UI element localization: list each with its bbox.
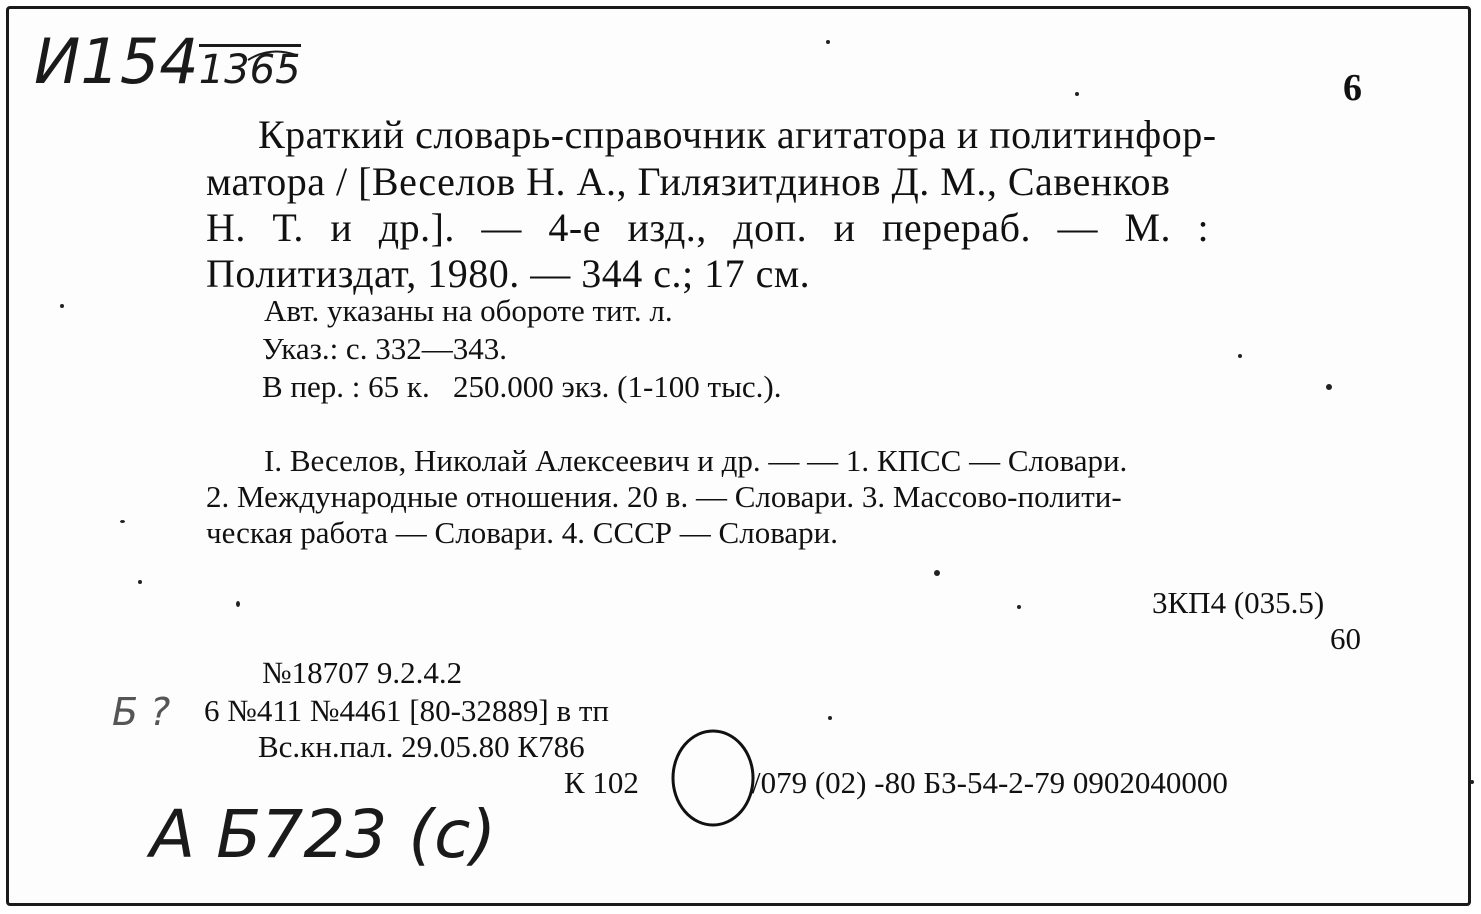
note-authors: Авт. указаны на обороте тит. л. [264,293,673,328]
classification-number: 60 [1330,621,1361,656]
scan-speck [1470,780,1474,784]
scan-speck [60,304,64,308]
note-price: В пер. : 65 к. 250.000 экз. (1-100 тыс.). [262,369,782,404]
scan-speck [1238,354,1242,358]
registry-line-2: 6 №411 №4461 [80-32889] в тп [204,693,609,728]
title-line-1: Краткий словарь-справочник агитатора и политинфор- [258,112,1217,157]
scan-speck [1075,92,1079,96]
title-line-2: матора / [Веселов Н. А., Гилязитдинов Д. М., Савенков [206,159,1171,204]
scan-speck [120,520,125,523]
note-index: Указ.: с. 332—343. [262,331,507,366]
scan-speck [236,601,240,607]
handwritten-shelfmark-sub: 1365 [199,44,301,93]
title-line-3: Н. Т. и др.]. — 4-е изд., доп. и перераб. — М. : [206,205,1210,250]
card-number: 6 [1343,67,1363,109]
handwritten-shelfmark [34,25,301,102]
scan-speck [1017,605,1021,609]
title-line-4: Политиздат, 1980. — 344 с.; 17 см. [206,251,811,296]
subjects-line-3: ческая работа — Словари. 4. СССР — Словари. [206,515,839,550]
scan-speck [1326,384,1332,390]
subjects-line-1: I. Веселов, Николай Алексеевич и др. — — 1. КПСС — Словари. [264,443,1128,478]
handwritten-inventory-number: А Б723 (с) [150,796,497,873]
registry-line-1: №18707 9.2.4.2 [262,655,463,690]
scan-speck [934,570,940,576]
classification-code: 3КП4 (035.5) [1152,585,1325,620]
subjects-line-2: 2. Международные отношения. 20 в. — Словари. 3. Массово-полити- [206,479,1122,514]
registry-line-4-right: /079 (02) -80 БЗ-54-2-79 0902040000 [752,765,1228,800]
scan-speck [826,40,830,44]
handwritten-shelfmark-main: И154 [34,25,199,98]
registry-line-3: Вс.кн.пал. 29.05.80 К786 [258,729,585,764]
scan-speck [138,580,142,584]
registry-line-4-left: К 102 [564,765,639,800]
scan-speck [828,716,832,720]
handwritten-margin-mark: Б ? [112,690,171,734]
